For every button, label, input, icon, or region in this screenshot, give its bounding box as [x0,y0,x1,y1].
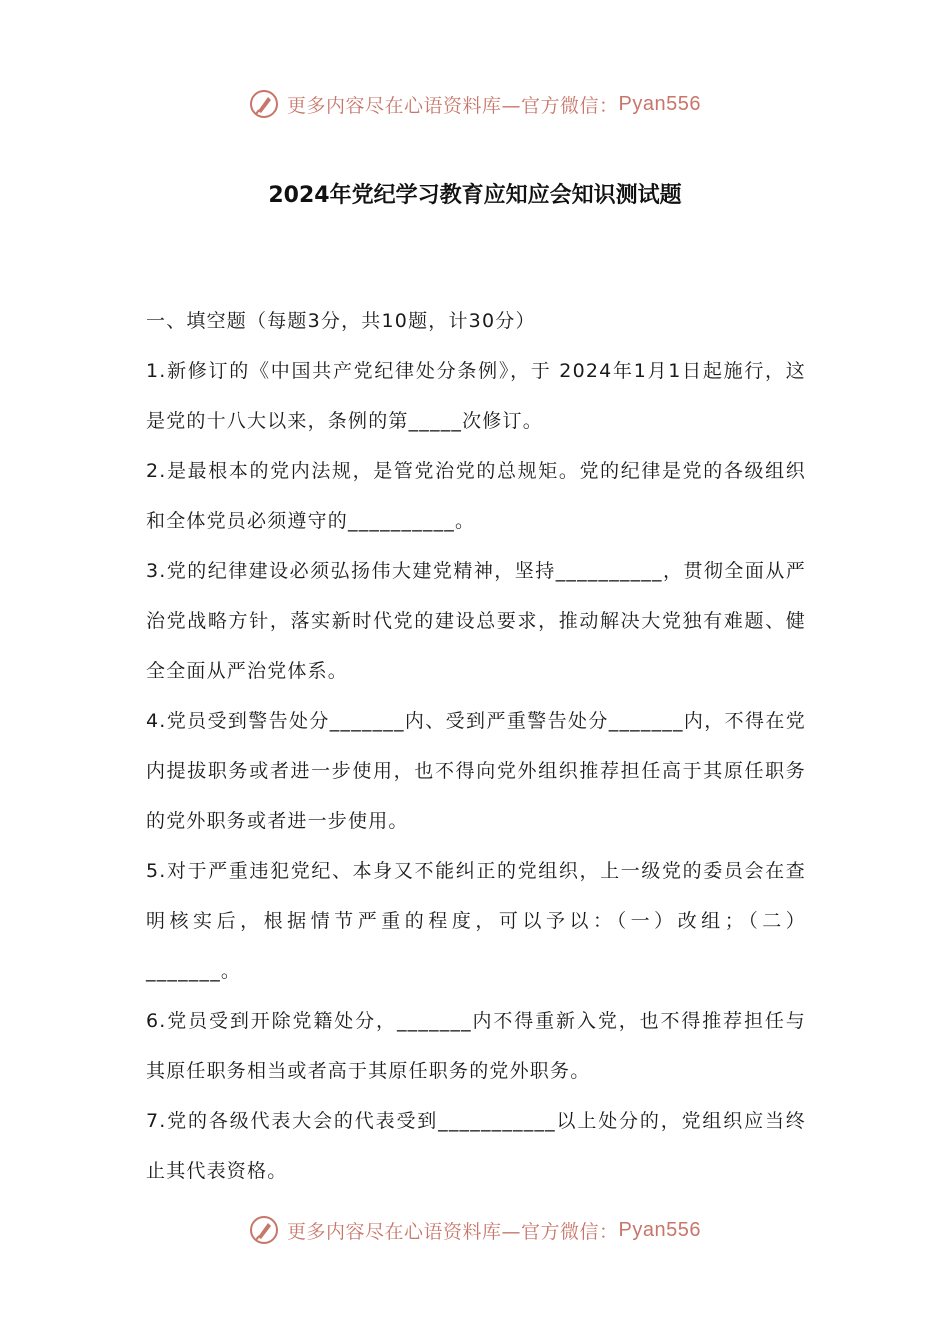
pen-nib-logo-icon [249,89,279,119]
watermark-text: 更多内容尽在心语资料库—官方微信： [287,94,619,117]
watermark-text: 更多内容尽在心语资料库—官方微信： [287,1220,619,1243]
question-4: 4.党员受到警告处分_______内、受到严重警告处分_______内，不得在党内提拔职务或者进一步使用，也不得向党外组织推荐担任高于其原任职务的党外职务或者进一步使用。 [146,710,806,832]
section-heading: 一、填空题（每题3分，共10题，计30分） [146,310,536,332]
pen-nib-logo-icon [249,1215,279,1245]
question-7: 7.党的各级代表大会的代表受到___________以上处分的，党组织应当终止其代表资格。 [146,1110,806,1182]
header-watermark [0,84,950,124]
question-3: 3.党的纪律建设必须弘扬伟大建党精神，坚持__________，贯彻全面从严治党战略方针，落实新时代党的建设总要求，推动解决大党独有难题、健全全面从严治党体系。 [146,560,806,682]
question-2: 2.是最根本的党内法规，是管党治党的总规矩。党的纪律是党的各级组织和全体党员必须遵守的__________。 [146,460,806,532]
question-1: 1.新修订的《中国共产党纪律处分条例》，于 2024年1月1日起施行，这是党的十八大以来，条例的第_____次修订。 [146,360,806,432]
wechat-id: Pyan556 [618,1218,701,1241]
footer-watermark [0,1210,950,1250]
document-body [146,296,806,1196]
question-5: 5.对于严重违犯党纪、本身又不能纠正的党组织，上一级党的委员会在查明核实后，根据情节严重的程度，可以予以：（一）改组；（二）_______。 [146,860,806,982]
document-title: 2024年党纪学习教育应知应会知识测试题 [268,183,682,208]
question-6: 6.党员受到开除党籍处分，_______内不得重新入党，也不得推荐担任与其原任职务相当或者高于其原任职务的党外职务。 [146,1010,806,1082]
wechat-id: Pyan556 [618,92,701,115]
